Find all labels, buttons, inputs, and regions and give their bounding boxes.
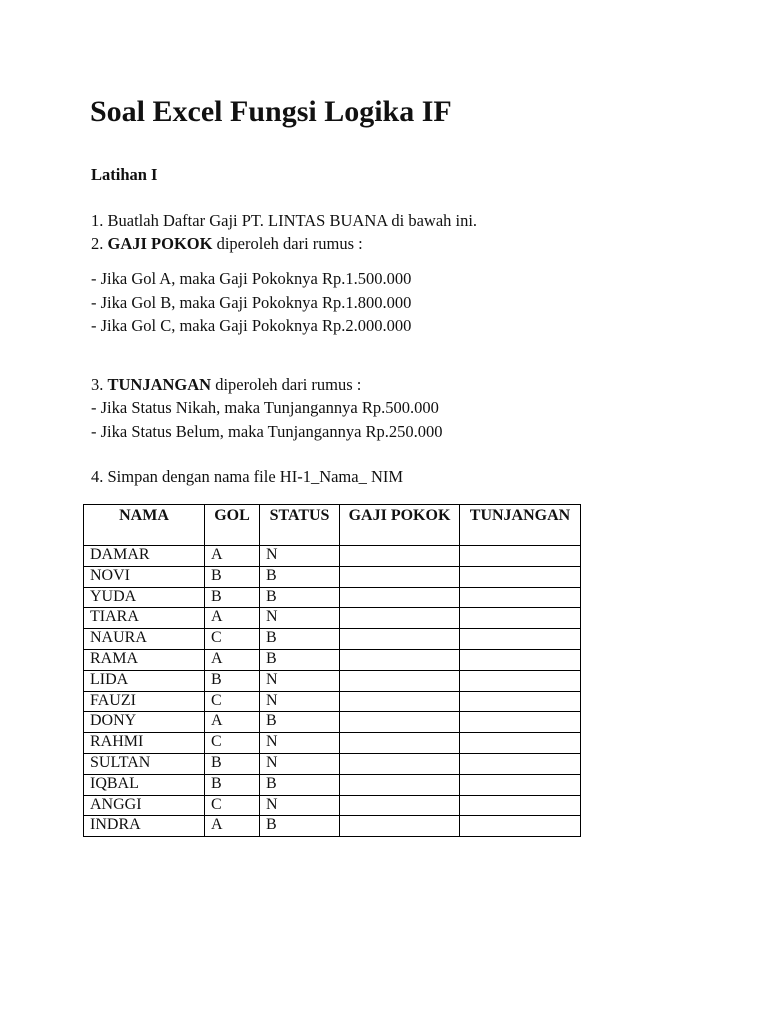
table-row (84, 629, 581, 650)
cell-gol: C (205, 733, 260, 754)
cell-nama: IQBAL (84, 774, 205, 795)
cell-tunjangan (460, 816, 581, 837)
cell-nama: YUDA (84, 587, 205, 608)
cell-gol: A (205, 649, 260, 670)
cell-tunjangan (460, 649, 581, 670)
step-2-text: diperoleh dari rumus : (212, 234, 363, 253)
cell-gol: B (205, 753, 260, 774)
cell-gaji-pokok (340, 753, 460, 774)
cell-gaji-pokok (340, 670, 460, 691)
cell-nama: RAMA (84, 649, 205, 670)
cell-gaji-pokok (340, 587, 460, 608)
cell-gol: A (205, 712, 260, 733)
cell-tunjangan (460, 629, 581, 650)
header-tunjangan: TUNJANGAN (460, 505, 581, 546)
cell-status: N (260, 608, 340, 629)
gaji-rule: - Jika Gol B, maka Gaji Pokoknya Rp.1.800.000 (91, 293, 412, 312)
cell-nama: INDRA (84, 816, 205, 837)
cell-tunjangan (460, 712, 581, 733)
exercise-heading: Latihan I (91, 165, 158, 184)
cell-nama: DAMAR (84, 546, 205, 567)
cell-gaji-pokok (340, 566, 460, 587)
cell-status: N (260, 733, 340, 754)
cell-gaji-pokok (340, 733, 460, 754)
cell-gol: B (205, 566, 260, 587)
cell-nama: TIARA (84, 608, 205, 629)
table-row (84, 587, 581, 608)
instruction-step-3 (91, 374, 361, 396)
cell-status: B (260, 816, 340, 837)
cell-tunjangan (460, 691, 581, 712)
cell-nama: DONY (84, 712, 205, 733)
table-row (84, 816, 581, 837)
cell-tunjangan (460, 546, 581, 567)
table-row (84, 566, 581, 587)
step-3-number: 3. (91, 375, 108, 394)
header-nama: NAMA (84, 505, 205, 546)
cell-gaji-pokok (340, 649, 460, 670)
table-row (84, 546, 581, 567)
table-row (84, 712, 581, 733)
cell-gol: A (205, 816, 260, 837)
cell-status: B (260, 712, 340, 733)
cell-status: B (260, 566, 340, 587)
tunjangan-rule: - Jika Status Nikah, maka Tunjangannya Rp.500.000 (91, 398, 439, 417)
cell-gol: A (205, 608, 260, 629)
cell-tunjangan (460, 753, 581, 774)
cell-tunjangan (460, 795, 581, 816)
cell-status: N (260, 753, 340, 774)
cell-gaji-pokok (340, 608, 460, 629)
cell-tunjangan (460, 587, 581, 608)
cell-gaji-pokok (340, 774, 460, 795)
table-row (84, 733, 581, 754)
cell-status: N (260, 795, 340, 816)
cell-gol: C (205, 795, 260, 816)
cell-tunjangan (460, 566, 581, 587)
instruction-step-1: 1. Buatlah Daftar Gaji PT. LINTAS BUANA di bawah ini. (91, 211, 478, 230)
cell-nama: RAHMI (84, 733, 205, 754)
instruction-step-4: 4. Simpan dengan nama file HI-1_Nama_ NIM (91, 467, 404, 486)
cell-gol: C (205, 691, 260, 712)
table-row (84, 753, 581, 774)
cell-gaji-pokok (340, 795, 460, 816)
cell-tunjangan (460, 733, 581, 754)
cell-nama: FAUZI (84, 691, 205, 712)
cell-status: N (260, 546, 340, 567)
header-status: STATUS (260, 505, 340, 546)
table-row (84, 649, 581, 670)
table-row (84, 670, 581, 691)
cell-tunjangan (460, 670, 581, 691)
instruction-step-2 (91, 233, 363, 255)
cell-status: B (260, 649, 340, 670)
cell-gol: C (205, 629, 260, 650)
cell-gaji-pokok (340, 546, 460, 567)
cell-status: B (260, 774, 340, 795)
table-row (84, 608, 581, 629)
gaji-rule: - Jika Gol A, maka Gaji Pokoknya Rp.1.500.000 (91, 269, 412, 288)
step-3-keyword: TUNJANGAN (107, 375, 212, 394)
table-row (84, 774, 581, 795)
cell-gol: B (205, 774, 260, 795)
cell-nama: NOVI (84, 566, 205, 587)
cell-tunjangan (460, 608, 581, 629)
step-2-keyword: GAJI POKOK (107, 234, 213, 253)
table-header-row (84, 505, 581, 546)
header-gaji-pokok: GAJI POKOK (340, 505, 460, 546)
cell-nama: LIDA (84, 670, 205, 691)
gaji-rule: - Jika Gol C, maka Gaji Pokoknya Rp.2.000.000 (91, 316, 412, 335)
cell-gaji-pokok (340, 629, 460, 650)
step-3-text: diperoleh dari rumus : (211, 375, 362, 394)
step-2-number: 2. (91, 234, 108, 253)
table-row (84, 795, 581, 816)
table-row (84, 691, 581, 712)
cell-gaji-pokok (340, 816, 460, 837)
cell-nama: NAURA (84, 629, 205, 650)
cell-status: N (260, 670, 340, 691)
cell-status: B (260, 629, 340, 650)
salary-table (83, 504, 581, 837)
cell-status: B (260, 587, 340, 608)
header-gol: GOL (205, 505, 260, 546)
cell-nama: SULTAN (84, 753, 205, 774)
cell-gol: A (205, 546, 260, 567)
page-title: Soal Excel Fungsi Logika IF (90, 95, 452, 128)
cell-gaji-pokok (340, 712, 460, 733)
cell-status: N (260, 691, 340, 712)
cell-nama: ANGGI (84, 795, 205, 816)
cell-gol: B (205, 587, 260, 608)
cell-gaji-pokok (340, 691, 460, 712)
tunjangan-rule: - Jika Status Belum, maka Tunjangannya Rp.250.000 (91, 422, 443, 441)
cell-gol: B (205, 670, 260, 691)
cell-tunjangan (460, 774, 581, 795)
